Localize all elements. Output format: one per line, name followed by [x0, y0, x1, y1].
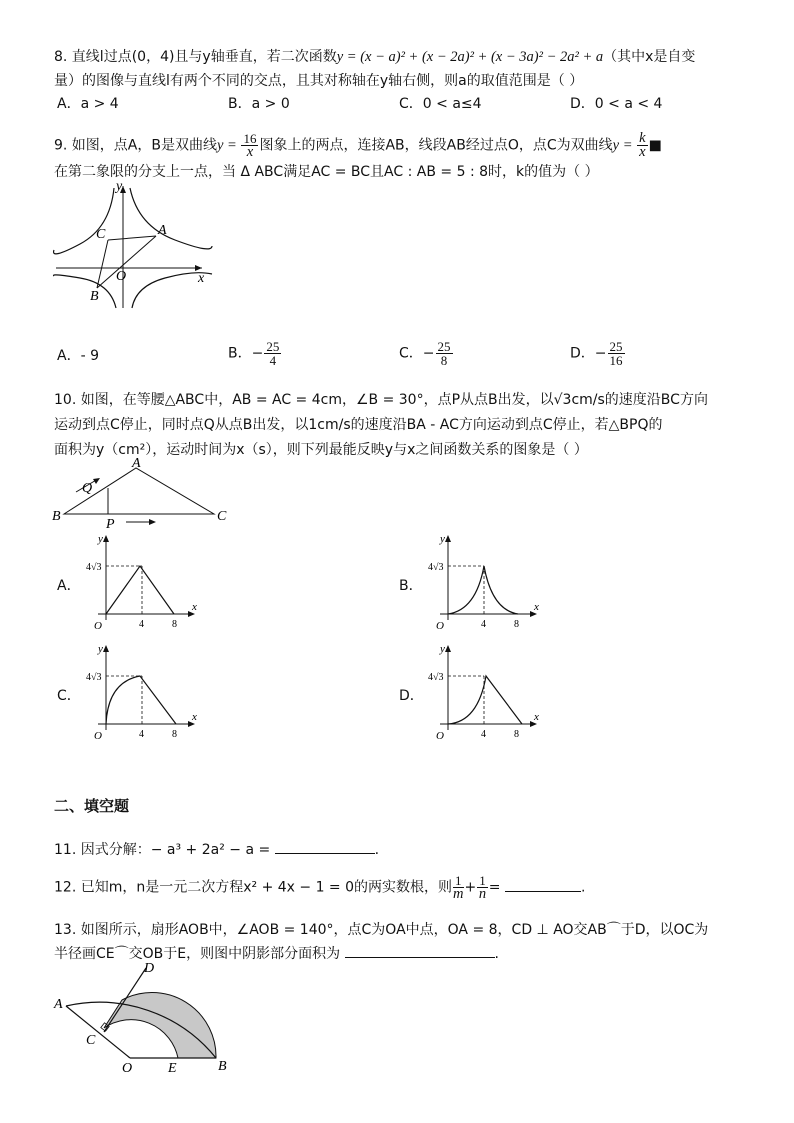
- q8-text-a: 8. 直线l过点(0，4)且与y轴垂直，若二次函数: [54, 49, 337, 65]
- graph-a-curve: [106, 566, 174, 614]
- q9-option-a: A．- 9: [57, 348, 99, 364]
- hyperbola-q1-branch: [130, 188, 212, 249]
- q10-graph-d: [428, 642, 548, 742]
- graph-b-curve: [448, 566, 518, 614]
- q8-line1: [54, 45, 744, 69]
- q11-text: 11. 因式分解：− a³ + 2a² − a =: [54, 842, 271, 858]
- q9-line1: 9. 如图，点A，B是双曲线y = $\frac{16}{x}$ 图象上的两点，连接AB，线段AB经过点O，点C为双曲线y = $\frac{k}{x}$ ■: [54, 130, 662, 160]
- segment-cb: [97, 240, 108, 288]
- graph-tick-4: 4: [481, 619, 486, 630]
- hyperbola-k-q2-branch: [54, 188, 114, 254]
- q9-mark: ■: [648, 137, 662, 154]
- q9-frac-16-x: $\frac{16}{x}$: [243, 131, 257, 160]
- graph-tick-8: 8: [172, 619, 177, 630]
- q10-option-b: B．: [399, 578, 423, 594]
- label-b: B: [52, 509, 61, 524]
- graph-tick-4: 4: [481, 729, 486, 740]
- label-o: O: [116, 269, 127, 284]
- label-a: A: [54, 997, 63, 1012]
- q9-text-b: 图象上的两点，连接AB，线段AB经过点O，点C为双曲线: [259, 137, 613, 154]
- graph-label-peak: 4√3: [86, 672, 102, 683]
- q10-option-c: C．: [57, 688, 81, 704]
- q8-option-b: B．a > 0: [228, 96, 290, 112]
- graph-label-y: y: [440, 643, 445, 655]
- segment-ca: [108, 236, 156, 240]
- graph-label-o: O: [436, 730, 444, 742]
- q10-line3: 面积为y（cm²），运动时间为x（s），则下列最能反映y与x之间函数关系的图象是（ ）: [54, 442, 588, 458]
- shaded-region: [104, 993, 216, 1058]
- q8-text-b: （其中x是自变: [603, 49, 696, 65]
- graph-label-o: O: [94, 620, 102, 632]
- q9-option-b: B．− $\frac{25}{4}$: [228, 339, 280, 368]
- label-b: B: [218, 1059, 227, 1074]
- q9-line2: 在第二象限的分支上一点，当 Δ ABC满足AC = BC且AC : AB = 5 : 8时，k的值为（ ）: [54, 164, 599, 180]
- q13-sector-figure: [50, 958, 240, 1078]
- label-b: B: [90, 289, 99, 304]
- label-x: x: [198, 271, 205, 286]
- section-title-fill-in: 二、填空题: [54, 797, 130, 815]
- label-c: C: [96, 227, 106, 242]
- q8-option-a: A．a > 4: [57, 96, 119, 112]
- label-a: A: [158, 223, 167, 238]
- graph-label-x: x: [192, 711, 197, 723]
- q9-hyperbola-figure: [50, 178, 220, 313]
- label-c: C: [86, 1033, 96, 1048]
- q8-line2: 量）的图像与直线l有两个不同的交点，且其对称轴在y轴右侧，则a的取值范围是（ ）: [54, 73, 584, 89]
- q9-frac-k-x: $\frac{k}{x}$: [639, 130, 646, 160]
- q13-text: 半径画CE⌒交OB于E，则图中阴影部分面积为: [54, 946, 341, 962]
- q13-answer-blank[interactable]: [345, 943, 495, 958]
- segment-ab: [97, 236, 156, 288]
- graph-label-y: y: [98, 533, 103, 545]
- q12-line: 12. 已知m，n是一元二次方程x² + 4x − 1 = 0的两实数根，则 $\frac{1}{m}$ + $\frac{1}{n}$ = .: [54, 873, 586, 902]
- q10-graph-a: [86, 532, 206, 632]
- graph-y-arrow: [445, 645, 451, 652]
- graph-d-curve: [448, 676, 522, 724]
- q13-line2: 半径画CE⌒交OB于E，则图中阴影部分面积为 .: [54, 942, 744, 966]
- q11-line: 11. 因式分解：− a³ + 2a² − a = .: [54, 838, 744, 862]
- q10-graph-c: [86, 642, 206, 742]
- q9-text-a: 9. 如图，点A，B是双曲线: [54, 137, 217, 154]
- q10-line2: 运动到点C停止，同时点Q从点B出发，以1cm/s的速度沿BA - AC方向运动到点C停止，若△BPQ的: [54, 417, 663, 433]
- label-y: y: [116, 179, 123, 194]
- q8-option-d: D．0 < a < 4: [570, 96, 663, 112]
- graph-y-arrow: [103, 535, 109, 542]
- graph-label-peak: 4√3: [86, 562, 102, 573]
- graph-tick-4: 4: [139, 619, 144, 630]
- label-q: Q: [82, 481, 93, 496]
- graph-label-x: x: [534, 601, 539, 613]
- q10-option-a: A．: [57, 578, 81, 594]
- p-arrow-head: [149, 519, 156, 525]
- q10-graph-b: [428, 532, 548, 632]
- graph-label-peak: 4√3: [428, 672, 444, 683]
- label-e: E: [168, 1061, 177, 1076]
- graph-label-o: O: [436, 620, 444, 632]
- graph-tick-8: 8: [514, 729, 519, 740]
- graph-tick-8: 8: [172, 729, 177, 740]
- graph-tick-8: 8: [514, 619, 519, 630]
- q10-line1: 10. 如图，在等腰△ABC中，AB = AC = 4cm，∠B = 30°，点P从点B出发，以√3cm/s的速度沿BC方向: [54, 392, 708, 408]
- q12-text: 12. 已知m，n是一元二次方程x² + 4x − 1 = 0的两实数根，则: [54, 879, 453, 896]
- q10-option-d: D．: [399, 688, 424, 704]
- graph-c-curve: [106, 676, 176, 724]
- graph-label-peak: 4√3: [428, 562, 444, 573]
- graph-label-x: x: [534, 711, 539, 723]
- graph-tick-4: 4: [139, 729, 144, 740]
- label-p: P: [106, 517, 115, 531]
- q9-option-d: D．− $\frac{25}{16}$: [570, 339, 623, 368]
- graph-label-o: O: [94, 730, 102, 742]
- label-o: O: [122, 1061, 133, 1076]
- graph-label-y: y: [98, 643, 103, 655]
- q8-formula: y = (x − a)² + (x − 2a)² + (x − 3a)² − 2a² + a: [336, 49, 604, 65]
- label-d: D: [144, 961, 155, 976]
- label-c: C: [217, 509, 227, 524]
- q10-triangle-figure: [50, 456, 240, 531]
- q13-line1: 13. 如图所示，扇形AOB中，∠AOB = 140°，点C为OA中点，OA = 8，CD ⊥ AO交AB⌒于D，以OC为: [54, 922, 709, 938]
- q9-option-c: C．− $\frac{25}{8}$: [399, 339, 451, 368]
- graph-label-y: y: [440, 533, 445, 545]
- q12-answer-blank[interactable]: [505, 877, 581, 892]
- graph-y-arrow: [445, 535, 451, 542]
- q11-answer-blank[interactable]: [275, 839, 375, 854]
- label-a: A: [132, 456, 141, 471]
- q8-option-c: C．0 < a≤4: [399, 96, 482, 112]
- graph-label-x: x: [192, 601, 197, 613]
- graph-y-arrow: [103, 645, 109, 652]
